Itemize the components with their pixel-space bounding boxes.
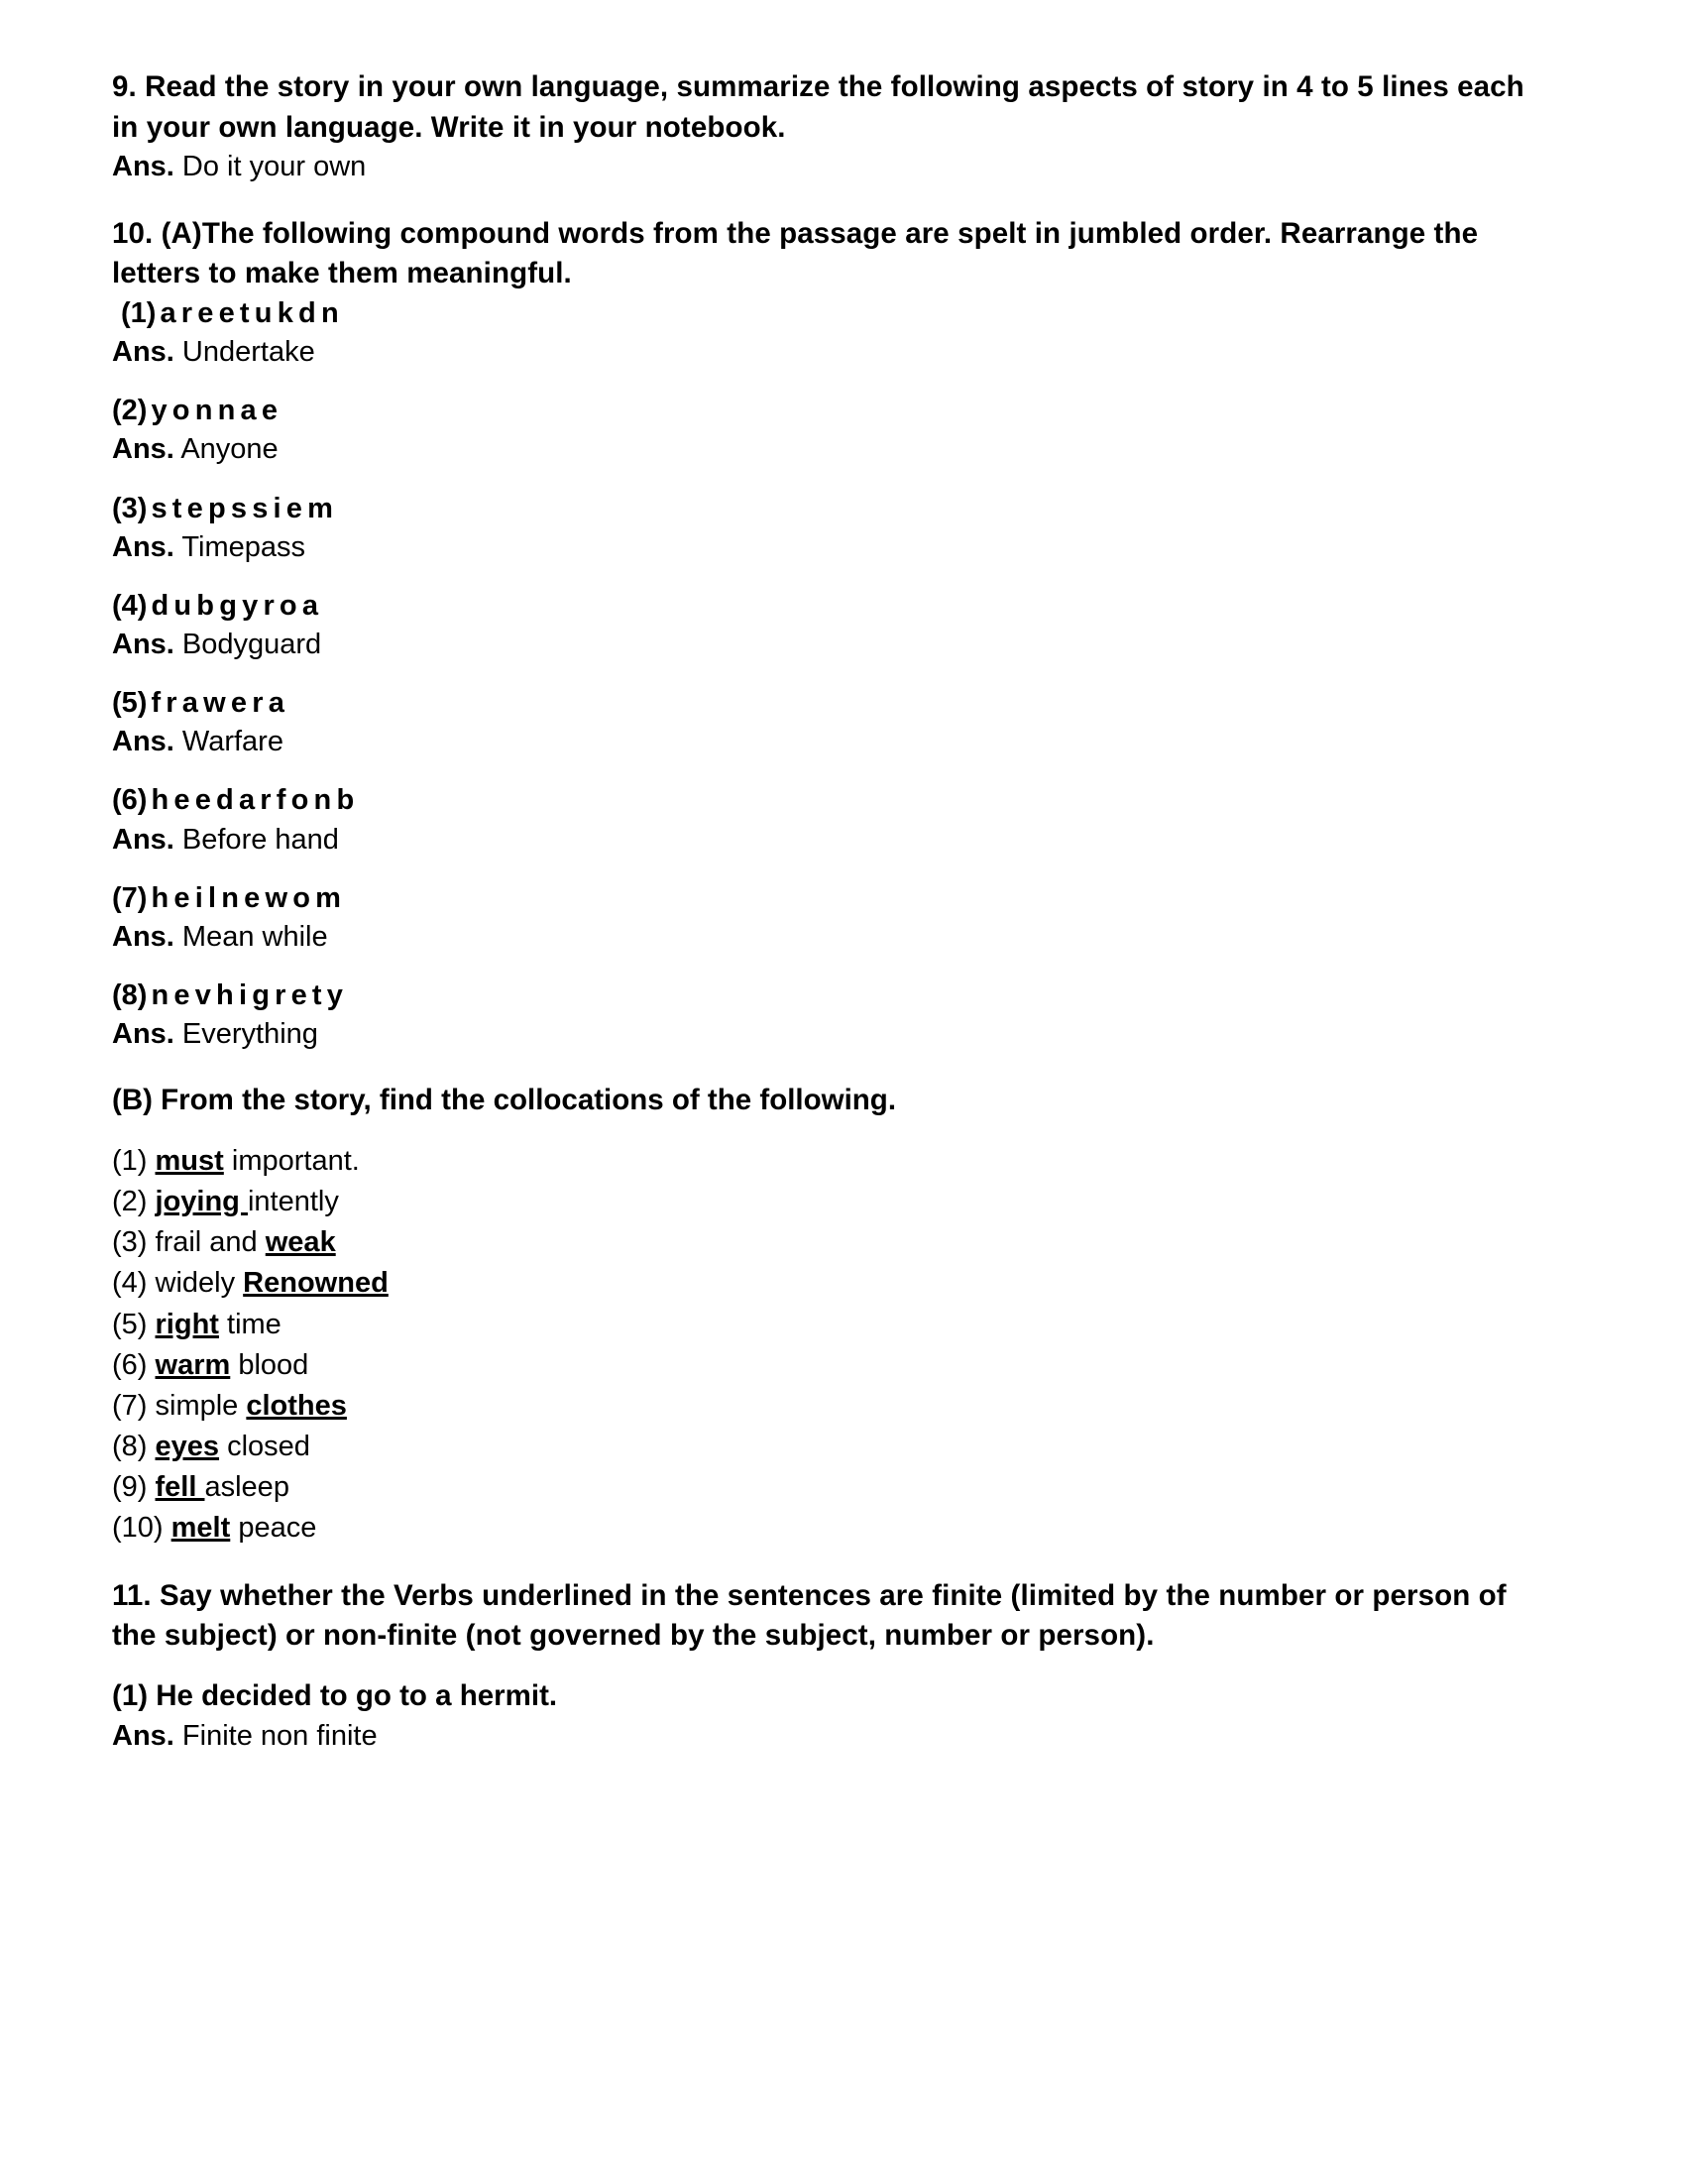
jumble-letters-4: dubgyroa: [151, 589, 324, 622]
jumble-answer-4: [112, 626, 1549, 664]
collocation-number-5: (5): [112, 1308, 148, 1340]
answer-text: Bodyguard: [181, 628, 322, 660]
jumble-item-5: [112, 684, 1549, 723]
jumble-number-4: (4): [112, 589, 148, 622]
collocation-after-6: blood: [230, 1348, 309, 1381]
question-10a-block: [112, 214, 1549, 1055]
jumble-answer-5: [112, 723, 1549, 761]
jumble-answer-8: [112, 1015, 1549, 1054]
spacer: [112, 957, 1549, 977]
jumble-item-1: [112, 294, 1549, 333]
spacer: [112, 567, 1549, 587]
jumble-number-8: (8): [112, 978, 148, 1011]
answer-label: Ans.: [112, 1719, 174, 1752]
question-11-sentence-1: (1) He decided to go to a hermit.: [112, 1679, 558, 1713]
jumble-number-5: (5): [112, 687, 148, 720]
spacer: [112, 1550, 1549, 1576]
jumble-letters-6: heedarfonb: [151, 784, 360, 817]
answer-text: Warfare: [181, 726, 283, 758]
answer-label: Ans.: [112, 628, 174, 660]
jumble-letters-5: frawera: [151, 687, 290, 720]
question-9-block: [112, 67, 1549, 187]
collocation-number-8: (8): [112, 1431, 148, 1463]
collocation-number-1: (1): [112, 1144, 148, 1177]
collocation-item-2: [112, 1182, 1549, 1222]
question-11-heading: 11. Say whether the Verbs underlined in the sentences are finite (limited by the number or person of the subject) or non-finite (not governed by the subject, number or person).: [112, 1578, 1507, 1653]
spacer: [112, 372, 1549, 392]
collocation-strong-3: weak: [265, 1226, 336, 1259]
jumble-item-6: [112, 781, 1549, 820]
collocation-before-3: frail and: [155, 1226, 266, 1259]
answer-label: Ans.: [112, 151, 174, 183]
answer-text: Timepass: [181, 530, 306, 563]
spacer: [112, 1657, 1549, 1676]
collocation-item-9: [112, 1467, 1549, 1508]
answer-label: Ans.: [112, 726, 174, 758]
answer-label: Ans.: [112, 336, 174, 369]
collocation-strong-9: fell: [155, 1471, 205, 1504]
collocation-number-3: (3): [112, 1226, 148, 1259]
jumble-number-1: (1): [121, 296, 157, 329]
jumble-answer-3: [112, 528, 1549, 567]
answer-text: Undertake: [181, 336, 315, 369]
answer-text: Mean while: [181, 920, 328, 953]
question-11-answer-1: [112, 1717, 1549, 1756]
jumble-letters-3: stepssiem: [151, 492, 339, 524]
jumble-item-4: [112, 587, 1549, 626]
spacer: [112, 860, 1549, 879]
jumble-letters-1: areetukdn: [160, 296, 344, 329]
question-11-block: [112, 1576, 1549, 1756]
question-10b-heading: (B) From the story, find the collocations of the following.: [112, 1084, 897, 1117]
answer-label: Ans.: [112, 433, 174, 466]
jumble-item-8: [112, 977, 1549, 1015]
answer-label: Ans.: [112, 823, 174, 856]
spacer: [112, 664, 1549, 684]
collocation-strong-1: must: [155, 1144, 224, 1177]
jumble-number-2: (2): [112, 395, 148, 427]
collocation-after-8: closed: [219, 1431, 310, 1463]
jumble-answer-7: [112, 918, 1549, 957]
spacer: [112, 470, 1549, 490]
collocation-before-7: simple: [155, 1389, 247, 1422]
collocation-number-2: (2): [112, 1186, 148, 1218]
jumble-number-7: (7): [112, 881, 148, 914]
collocation-strong-5: right: [155, 1308, 219, 1340]
collocation-strong-4: Renowned: [243, 1267, 389, 1300]
question-9-answer: [112, 148, 1549, 186]
collocation-item-8: [112, 1427, 1549, 1467]
jumble-item-7: [112, 879, 1549, 918]
collocation-item-6: [112, 1345, 1549, 1386]
jumble-answer-1: [112, 333, 1549, 372]
answer-text: Do it your own: [181, 151, 367, 183]
collocation-before-4: widely: [155, 1267, 244, 1300]
collocation-item-10: [112, 1508, 1549, 1549]
collocation-strong-8: eyes: [155, 1431, 220, 1463]
question-10a-heading: 10. (A)The following compound words from the passage are spelt in jumbled order. Rearrange the letters to make them meaningful.: [112, 216, 1479, 290]
collocation-number-9: (9): [112, 1471, 148, 1504]
collocation-number-7: (7): [112, 1389, 148, 1422]
collocation-after-9: asleep: [204, 1471, 289, 1504]
spacer: [112, 1054, 1549, 1081]
jumble-letters-7: heilnewom: [151, 881, 347, 914]
collocation-strong-7: clothes: [246, 1389, 347, 1422]
collocation-after-1: important.: [223, 1144, 360, 1177]
collocation-number-6: (6): [112, 1348, 148, 1381]
question-10b-block: [112, 1081, 1549, 1549]
collocation-item-4: [112, 1263, 1549, 1304]
answer-label: Ans.: [112, 920, 174, 953]
collocation-after-10: peace: [230, 1512, 317, 1545]
jumble-answer-2: [112, 430, 1549, 469]
collocation-strong-2: joying: [155, 1186, 248, 1218]
question-9-heading: 9. Read the story in your own language, summarize the following aspects of story in 4 to 5 lines each in your own language. Write it in your notebook.: [112, 70, 1524, 144]
collocation-item-3: [112, 1222, 1549, 1263]
jumble-letters-2: yonnae: [151, 395, 283, 427]
collocation-strong-6: warm: [155, 1348, 231, 1381]
answer-text: Before hand: [181, 823, 339, 856]
collocation-item-7: [112, 1386, 1549, 1427]
spacer: [112, 187, 1549, 214]
answer-label: Ans.: [112, 1018, 174, 1051]
answer-text: Anyone: [180, 433, 279, 466]
collocation-strong-10: melt: [170, 1512, 231, 1545]
spacer: [112, 1121, 1549, 1141]
spacer: [112, 761, 1549, 781]
jumble-number-6: (6): [112, 784, 148, 817]
collocation-item-5: [112, 1305, 1549, 1345]
collocation-number-10: (10): [112, 1512, 164, 1545]
jumble-item-2: [112, 392, 1549, 430]
collocation-number-4: (4): [112, 1267, 148, 1300]
collocation-after-2: intently: [247, 1186, 339, 1218]
answer-text: Finite non finite: [181, 1719, 378, 1752]
jumble-letters-8: nevhigrety: [151, 978, 349, 1011]
answer-text: Everything: [181, 1018, 318, 1051]
collocation-item-1: [112, 1141, 1549, 1182]
jumble-answer-6: [112, 821, 1549, 860]
collocation-after-5: time: [218, 1308, 281, 1340]
jumble-number-3: (3): [112, 492, 148, 524]
answer-label: Ans.: [112, 530, 174, 563]
jumble-item-3: [112, 490, 1549, 528]
